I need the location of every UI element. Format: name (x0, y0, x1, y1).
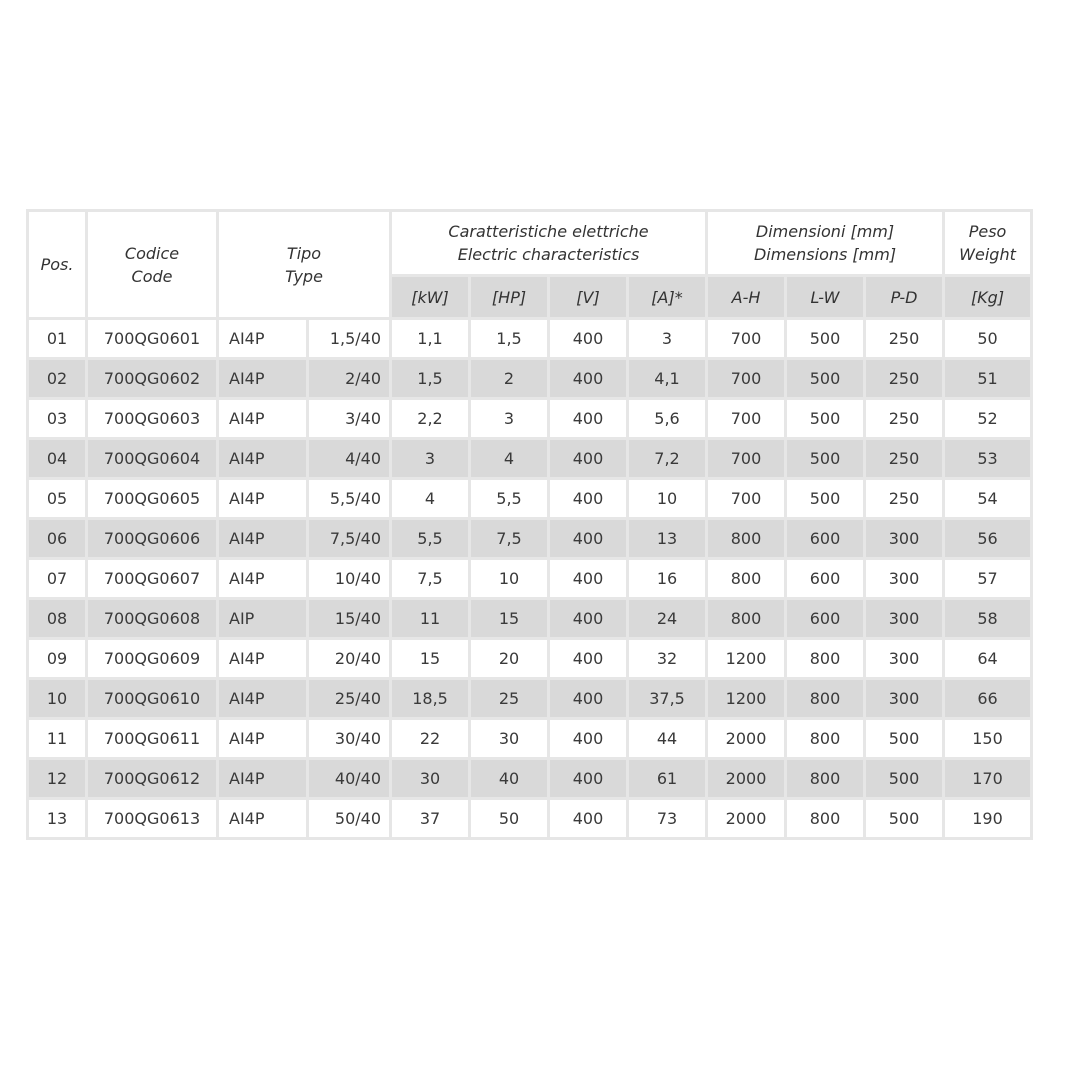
cell-kg: 66 (944, 679, 1032, 719)
cell-kw: 37 (391, 799, 470, 839)
header-electric (391, 211, 707, 276)
table-row (28, 439, 1032, 479)
cell-pd: 300 (865, 639, 944, 679)
cell-pd: 250 (865, 439, 944, 479)
cell-model: AI4P (218, 359, 308, 399)
cell-model: AI4P (218, 439, 308, 479)
cell-model: AI4P (218, 479, 308, 519)
cell-ah: 800 (707, 519, 786, 559)
cell-a: 44 (628, 719, 707, 759)
cell-pos: 03 (28, 399, 87, 439)
cell-pos: 02 (28, 359, 87, 399)
subheader-kg: [Kg] (944, 276, 1032, 319)
header-code-it: Codice (124, 243, 180, 263)
subheader-ah: A-H (707, 276, 786, 319)
cell-model: AI4P (218, 639, 308, 679)
cell-rating: 40/40 (308, 759, 391, 799)
table-row (28, 319, 1032, 359)
cell-rating: 15/40 (308, 599, 391, 639)
cell-pos: 08 (28, 599, 87, 639)
cell-code: 700QG0605 (87, 479, 218, 519)
cell-kw: 15 (391, 639, 470, 679)
cell-a: 3 (628, 319, 707, 359)
table-row (28, 759, 1032, 799)
cell-kw: 30 (391, 759, 470, 799)
cell-pos: 09 (28, 639, 87, 679)
cell-a: 13 (628, 519, 707, 559)
cell-hp: 25 (470, 679, 549, 719)
cell-pos: 05 (28, 479, 87, 519)
cell-pos: 06 (28, 519, 87, 559)
table-row (28, 679, 1032, 719)
cell-ah: 700 (707, 319, 786, 359)
header-weight (944, 211, 1032, 276)
cell-v: 400 (549, 679, 628, 719)
cell-hp: 10 (470, 559, 549, 599)
cell-pos: 11 (28, 719, 87, 759)
cell-rating: 20/40 (308, 639, 391, 679)
cell-lw: 600 (786, 599, 865, 639)
cell-hp: 20 (470, 639, 549, 679)
cell-a: 61 (628, 759, 707, 799)
cell-pos: 13 (28, 799, 87, 839)
cell-kg: 54 (944, 479, 1032, 519)
cell-v: 400 (549, 439, 628, 479)
cell-hp: 1,5 (470, 319, 549, 359)
cell-model: AI4P (218, 319, 308, 359)
cell-ah: 800 (707, 599, 786, 639)
cell-code: 700QG0606 (87, 519, 218, 559)
cell-ah: 1200 (707, 679, 786, 719)
cell-pos: 07 (28, 559, 87, 599)
cell-rating: 2/40 (308, 359, 391, 399)
table-row (28, 639, 1032, 679)
cell-model: AI4P (218, 759, 308, 799)
cell-kg: 52 (944, 399, 1032, 439)
subheader-v: [V] (549, 276, 628, 319)
subheader-a: [A]* (628, 276, 707, 319)
cell-rating: 30/40 (308, 719, 391, 759)
cell-code: 700QG0610 (87, 679, 218, 719)
header-dimensions-it: Dimensioni [mm] (755, 222, 895, 241)
cell-v: 400 (549, 599, 628, 639)
cell-code: 700QG0612 (87, 759, 218, 799)
cell-pd: 250 (865, 319, 944, 359)
cell-rating: 4/40 (308, 439, 391, 479)
cell-ah: 1200 (707, 639, 786, 679)
cell-lw: 600 (786, 519, 865, 559)
cell-lw: 500 (786, 479, 865, 519)
cell-kg: 64 (944, 639, 1032, 679)
cell-code: 700QG0603 (87, 399, 218, 439)
cell-pd: 250 (865, 359, 944, 399)
cell-kw: 11 (391, 599, 470, 639)
cell-ah: 2000 (707, 799, 786, 839)
cell-kw: 1,5 (391, 359, 470, 399)
header-weight-it: Peso (968, 222, 1007, 241)
subheader-pd: P-D (865, 276, 944, 319)
cell-a: 24 (628, 599, 707, 639)
cell-pd: 300 (865, 559, 944, 599)
cell-code: 700QG0613 (87, 799, 218, 839)
cell-a: 16 (628, 559, 707, 599)
cell-kw: 7,5 (391, 559, 470, 599)
header-row (28, 211, 1032, 276)
cell-v: 400 (549, 559, 628, 599)
cell-rating: 50/40 (308, 799, 391, 839)
cell-pos: 04 (28, 439, 87, 479)
cell-v: 400 (549, 399, 628, 439)
cell-kw: 18,5 (391, 679, 470, 719)
table-row (28, 399, 1032, 439)
cell-hp: 15 (470, 599, 549, 639)
header-electric-it: Caratteristiche elettriche (448, 222, 649, 241)
cell-lw: 600 (786, 559, 865, 599)
cell-a: 32 (628, 639, 707, 679)
cell-lw: 500 (786, 399, 865, 439)
cell-model: AIP (218, 599, 308, 639)
cell-kw: 5,5 (391, 519, 470, 559)
table-row (28, 519, 1032, 559)
cell-kg: 170 (944, 759, 1032, 799)
header-dimensions (707, 211, 944, 276)
cell-v: 400 (549, 759, 628, 799)
cell-kg: 50 (944, 319, 1032, 359)
cell-v: 400 (549, 319, 628, 359)
header-type-en: Type (285, 266, 323, 286)
table-row (28, 599, 1032, 639)
cell-v: 400 (549, 359, 628, 399)
cell-pd: 500 (865, 799, 944, 839)
cell-pd: 500 (865, 759, 944, 799)
cell-model: AI4P (218, 559, 308, 599)
cell-code: 700QG0611 (87, 719, 218, 759)
cell-a: 7,2 (628, 439, 707, 479)
cell-lw: 500 (786, 359, 865, 399)
table-row (28, 359, 1032, 399)
cell-rating: 25/40 (308, 679, 391, 719)
table-row (28, 479, 1032, 519)
table-row (28, 799, 1032, 839)
cell-code: 700QG0607 (87, 559, 218, 599)
cell-a: 10 (628, 479, 707, 519)
cell-rating: 10/40 (308, 559, 391, 599)
cell-kg: 56 (944, 519, 1032, 559)
cell-hp: 40 (470, 759, 549, 799)
cell-a: 4,1 (628, 359, 707, 399)
cell-hp: 30 (470, 719, 549, 759)
cell-lw: 800 (786, 759, 865, 799)
cell-a: 73 (628, 799, 707, 839)
header-type-it: Tipo (286, 243, 322, 263)
cell-a: 5,6 (628, 399, 707, 439)
cell-code: 700QG0608 (87, 599, 218, 639)
cell-kg: 53 (944, 439, 1032, 479)
cell-ah: 2000 (707, 719, 786, 759)
cell-v: 400 (549, 519, 628, 559)
cell-lw: 500 (786, 319, 865, 359)
cell-kg: 150 (944, 719, 1032, 759)
subheader-kw: [kW] (391, 276, 470, 319)
cell-model: AI4P (218, 719, 308, 759)
cell-hp: 2 (470, 359, 549, 399)
cell-ah: 700 (707, 479, 786, 519)
cell-pos: 10 (28, 679, 87, 719)
subheader-hp: [HP] (470, 276, 549, 319)
cell-lw: 800 (786, 799, 865, 839)
cell-hp: 4 (470, 439, 549, 479)
cell-hp: 3 (470, 399, 549, 439)
cell-kg: 58 (944, 599, 1032, 639)
header-code (87, 211, 218, 319)
cell-code: 700QG0601 (87, 319, 218, 359)
table-row (28, 559, 1032, 599)
cell-kw: 4 (391, 479, 470, 519)
cell-pd: 250 (865, 399, 944, 439)
cell-ah: 700 (707, 359, 786, 399)
header-code-en: Code (131, 266, 173, 286)
cell-model: AI4P (218, 679, 308, 719)
cell-rating: 5,5/40 (308, 479, 391, 519)
cell-hp: 50 (470, 799, 549, 839)
cell-kw: 3 (391, 439, 470, 479)
cell-model: AI4P (218, 399, 308, 439)
cell-ah: 800 (707, 559, 786, 599)
header-weight-en: Weight (959, 245, 1016, 264)
cell-model: AI4P (218, 799, 308, 839)
cell-pd: 300 (865, 679, 944, 719)
cell-v: 400 (549, 479, 628, 519)
cell-hp: 5,5 (470, 479, 549, 519)
cell-lw: 500 (786, 439, 865, 479)
cell-rating: 7,5/40 (308, 519, 391, 559)
header-pos: Pos. (28, 211, 87, 319)
header-dimensions-en: Dimensions [mm] (753, 245, 897, 264)
cell-kw: 1,1 (391, 319, 470, 359)
header-type (218, 211, 391, 319)
cell-code: 700QG0602 (87, 359, 218, 399)
cell-v: 400 (549, 639, 628, 679)
cell-pd: 300 (865, 519, 944, 559)
cell-pos: 12 (28, 759, 87, 799)
cell-hp: 7,5 (470, 519, 549, 559)
cell-v: 400 (549, 719, 628, 759)
subheader-lw: L-W (786, 276, 865, 319)
cell-rating: 3/40 (308, 399, 391, 439)
cell-pd: 300 (865, 599, 944, 639)
cell-kg: 190 (944, 799, 1032, 839)
cell-code: 700QG0604 (87, 439, 218, 479)
cell-pd: 250 (865, 479, 944, 519)
cell-model: AI4P (218, 519, 308, 559)
cell-kw: 22 (391, 719, 470, 759)
cell-code: 700QG0609 (87, 639, 218, 679)
cell-ah: 2000 (707, 759, 786, 799)
cell-lw: 800 (786, 639, 865, 679)
product-spec-table (26, 209, 1033, 840)
cell-ah: 700 (707, 439, 786, 479)
table-row (28, 719, 1032, 759)
cell-ah: 700 (707, 399, 786, 439)
cell-kw: 2,2 (391, 399, 470, 439)
cell-lw: 800 (786, 719, 865, 759)
cell-rating: 1,5/40 (308, 319, 391, 359)
cell-kg: 51 (944, 359, 1032, 399)
cell-pos: 01 (28, 319, 87, 359)
cell-v: 400 (549, 799, 628, 839)
cell-lw: 800 (786, 679, 865, 719)
cell-kg: 57 (944, 559, 1032, 599)
header-electric-en: Electric characteristics (457, 245, 640, 264)
cell-pd: 500 (865, 719, 944, 759)
cell-a: 37,5 (628, 679, 707, 719)
